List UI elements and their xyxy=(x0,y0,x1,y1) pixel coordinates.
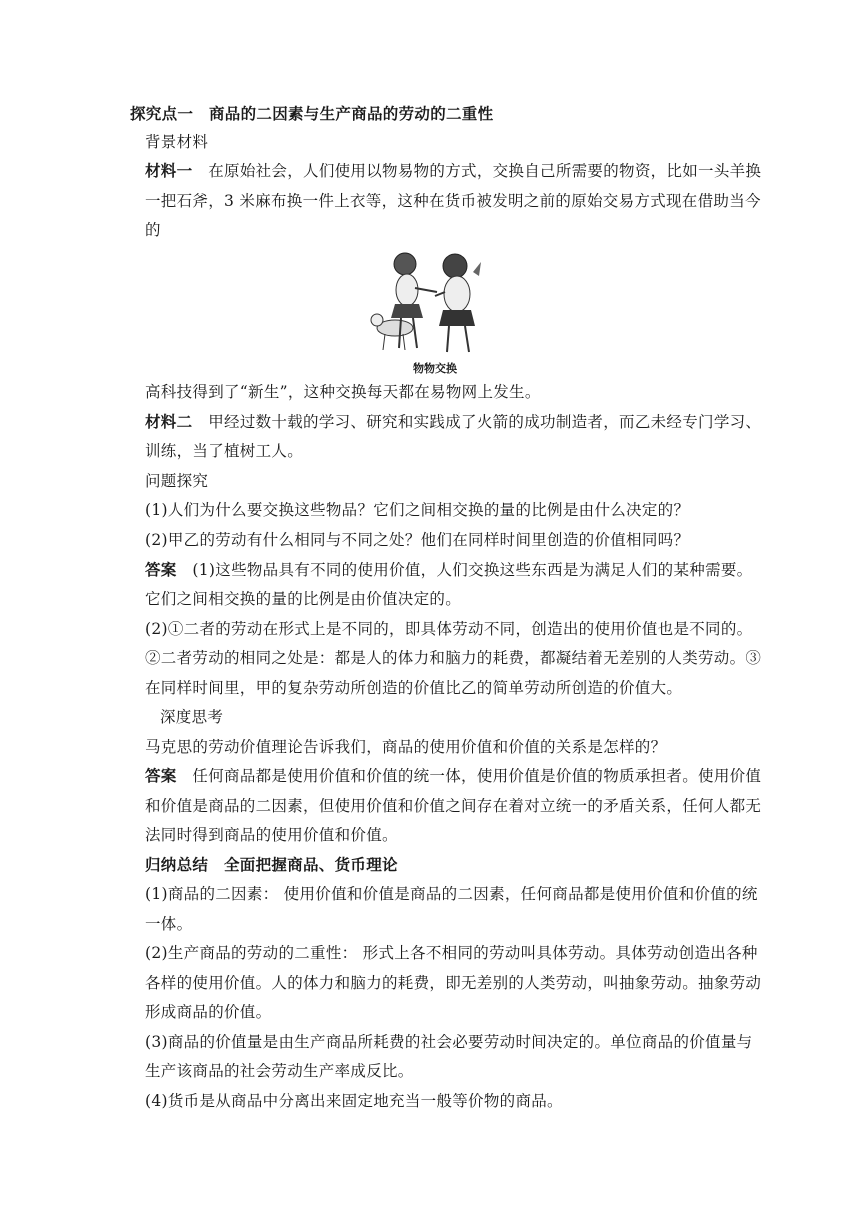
material2-line2: 训练，当了植树工人。 xyxy=(145,442,304,460)
answer-1-line2: 它们之间相交换的量的比例是由价值决定的。 xyxy=(145,590,462,608)
background-label: 背景材料 xyxy=(145,133,209,151)
material1-line4: 高科技得到了“新生”，这种交换每天都在易物网上发生。 xyxy=(145,383,541,401)
material2-line1 xyxy=(145,411,762,433)
answer-2-line1: (2)①二者的劳动在形式上是不同的，即具体劳动不同，创造出的使用价值也是不同的。 xyxy=(145,620,753,638)
deep-thinking-label: 深度思考 xyxy=(160,708,224,726)
deep-answer-line1 xyxy=(145,765,762,787)
summary-title: 归纳总结 全面把握商品、货币理论 xyxy=(145,856,398,874)
summary-2-line1: (2)生产商品的劳动的二重性： 形式上各不相同的劳动叫具体劳动。具体劳动创造出各种 xyxy=(145,944,758,962)
answer-label: 答案 xyxy=(145,561,177,579)
summary-4-line1: (4)货币是从商品中分离出来固定地充当一般等价物的商品。 xyxy=(145,1092,563,1110)
barter-image xyxy=(355,252,515,357)
deep-question: 马克思的劳动价值理论告诉我们，商品的使用价值和价值的关系是怎样的？ xyxy=(145,738,667,756)
answer-2-line3: 在同样时间里，甲的复杂劳动所创造的价值比乙的简单劳动所创造的价值大。 xyxy=(145,679,683,697)
summary-3-line1: (3)商品的价值量是由生产商品所耗费的社会必要劳动时间决定的。单位商品的价值量与 xyxy=(145,1033,753,1051)
section-title: 探究点一 商品的二因素与生产商品的劳动的二重性 xyxy=(130,105,494,123)
deep-answer-line3: 法同时得到商品的使用价值和价值。 xyxy=(145,826,398,844)
summary-2-line3: 形成商品的价值。 xyxy=(145,1003,272,1021)
question-2: (2)甲乙的劳动有什么相同与不同之处？他们在同样时间里创造的价值相同吗？ xyxy=(145,531,690,549)
deep-answer-label: 答案 xyxy=(145,767,177,785)
answer-1-line1 xyxy=(145,559,753,581)
summary-1-line1: (1)商品的二因素： 使用价值和价值是商品的二因素，任何商品都是使用价值和价值的统 xyxy=(145,885,758,903)
answer-2-line2: ②二者劳动的相同之处是：都是人的体力和脑力的耗费，都凝结着无差别的人类劳动。③ xyxy=(145,649,762,667)
questions-label: 问题探究 xyxy=(145,472,209,490)
deep-answer-text1: 任何商品都是使用价值和价值的统一体，使用价值是价值的物质承担者。使用价值 xyxy=(192,767,762,785)
summary-2-line2: 各样的使用价值。人的体力和脑力的耗费，即无差别的人类劳动，叫抽象劳动。抽象劳动 xyxy=(145,974,762,992)
material2-label: 材料二 xyxy=(145,413,193,431)
material1-label: 材料一 xyxy=(145,162,193,180)
summary-3-line2: 生产该商品的社会劳动生产率成反比。 xyxy=(145,1062,414,1080)
barter-illustration xyxy=(355,252,515,382)
material1-text1: 在原始社会，人们使用以物易物的方式，交换自己所需要的物资，比如一头羊换 xyxy=(208,162,762,180)
question-1: (1)人们为什么要交换这些物品？它们之间相交换的量的比例是由什么决定的？ xyxy=(145,501,690,519)
material1-line1 xyxy=(145,160,762,182)
material1-line2: 一把石斧，3 米麻布换一件上衣等，这种在货币被发明之前的原始交易方式现在借助当今 xyxy=(145,192,761,210)
answer-1-text: (1)这些物品具有不同的使用价值，人们交换这些东西是为满足人们的某种需要。 xyxy=(192,561,753,579)
material2-text1: 甲经过数十载的学习、研究和实践成了火箭的成功制造者，而乙未经专门学习、 xyxy=(208,413,762,431)
material1-line3: 的 xyxy=(145,221,161,239)
summary-1-line2: 一体。 xyxy=(145,915,193,933)
deep-answer-line2: 和价值是商品的二因素，但使用价值和价值之间存在着对立统一的矛盾关系，任何人都无 xyxy=(145,797,762,815)
figure-caption: 物物交换 xyxy=(413,362,457,375)
